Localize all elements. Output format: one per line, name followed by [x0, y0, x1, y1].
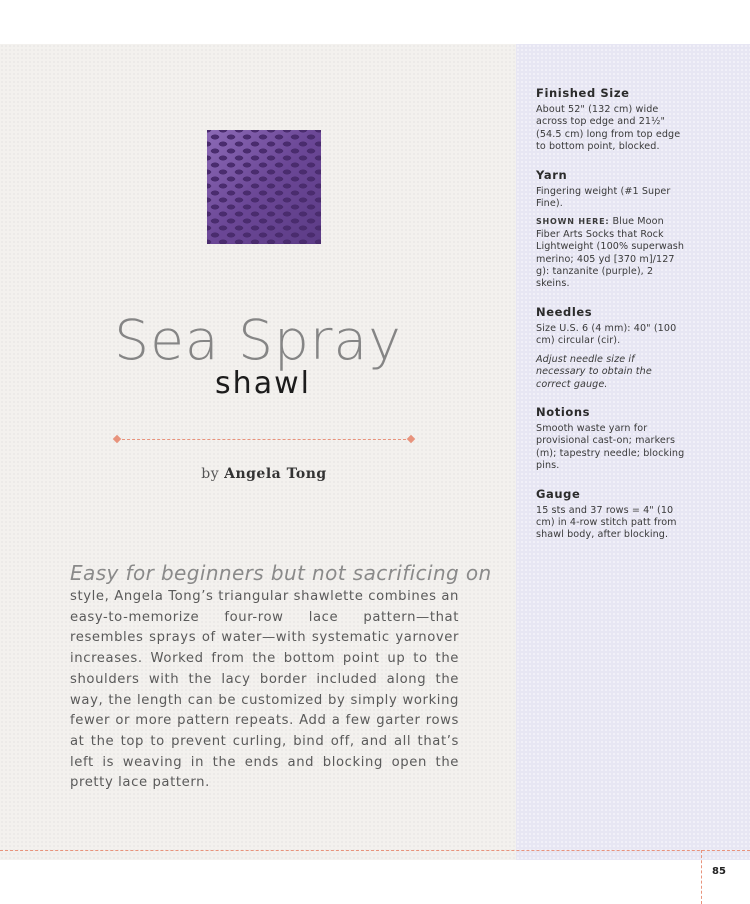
needles-section	[536, 305, 686, 391]
notions-section	[536, 405, 686, 473]
byline-prefix: by	[201, 466, 220, 482]
finished-size-text: About 52" (132 cm) wide across top edge and 21½" (54.5 cm) long from top edge to bottom point, blocked.	[536, 104, 681, 153]
intro-body: style, Angela Tong’s triangular shawlette combines an easy-to-memorize four-row lace pattern—that resembles sprays of water—with systematic yarnover increases. Worked from the bottom point up to the shoulders with the lacy border included along the way, the length can be customized by simply working fewer or more pattern repeats. Add a few garter rows at the top to prevent curling, bind off, and all that’s left is weaving in the ends and blocking open the pretty lace pattern.	[70, 589, 459, 791]
notions-heading: Notions	[536, 404, 591, 419]
yarn-heading: Yarn	[536, 167, 568, 182]
gauge-section	[536, 487, 686, 542]
intro-lead: Easy for beginners but not sacrificing on	[70, 561, 492, 585]
finished-size-section	[536, 86, 686, 154]
pattern-details-sidebar	[516, 44, 750, 860]
shown-here-label: SHOWN HERE:	[536, 217, 610, 227]
decorative-divider	[117, 439, 411, 440]
footer-vertical-divider	[701, 850, 702, 904]
finished-size-heading: Finished Size	[536, 86, 630, 100]
page-number: 85	[712, 866, 726, 877]
yarn-text: Fingering weight (#1 Super Fine).	[536, 185, 671, 210]
lace-swatch-photo	[207, 130, 321, 244]
gauge-text: 15 sts and 37 rows = 4" (10 cm) in 4-row stitch patt from shawl body, after blocking.	[536, 504, 677, 541]
pattern-title: Sea Spray	[114, 308, 402, 372]
shown-here-text: Blue Moon Fiber Arts Socks that Rock Lightweight (100% superwash merino; 405 yd [370 m]/127 g): tanzanite (purple), 2 skeins.	[536, 216, 685, 290]
sidebar-content	[536, 86, 686, 556]
intro-paragraph	[70, 559, 492, 794]
gauge-heading: Gauge	[536, 486, 581, 501]
pattern-subtitle: shawl	[215, 366, 311, 401]
yarn-section	[536, 168, 686, 291]
footer-divider	[0, 850, 750, 851]
author-name: Angela Tong	[224, 466, 327, 482]
needles-heading: Needles	[536, 304, 593, 319]
yarn-shown-here	[536, 216, 686, 290]
notions-text: Smooth waste yarn for provisional cast-on; markers (m); tapestry needle; blocking pins.	[536, 422, 685, 472]
needles-note: Adjust needle size if necessary to obtain the correct gauge.	[536, 353, 652, 390]
needles-text: Size U.S. 6 (4 mm): 40" (100 cm) circular (cir).	[536, 322, 677, 347]
byline	[0, 466, 528, 482]
